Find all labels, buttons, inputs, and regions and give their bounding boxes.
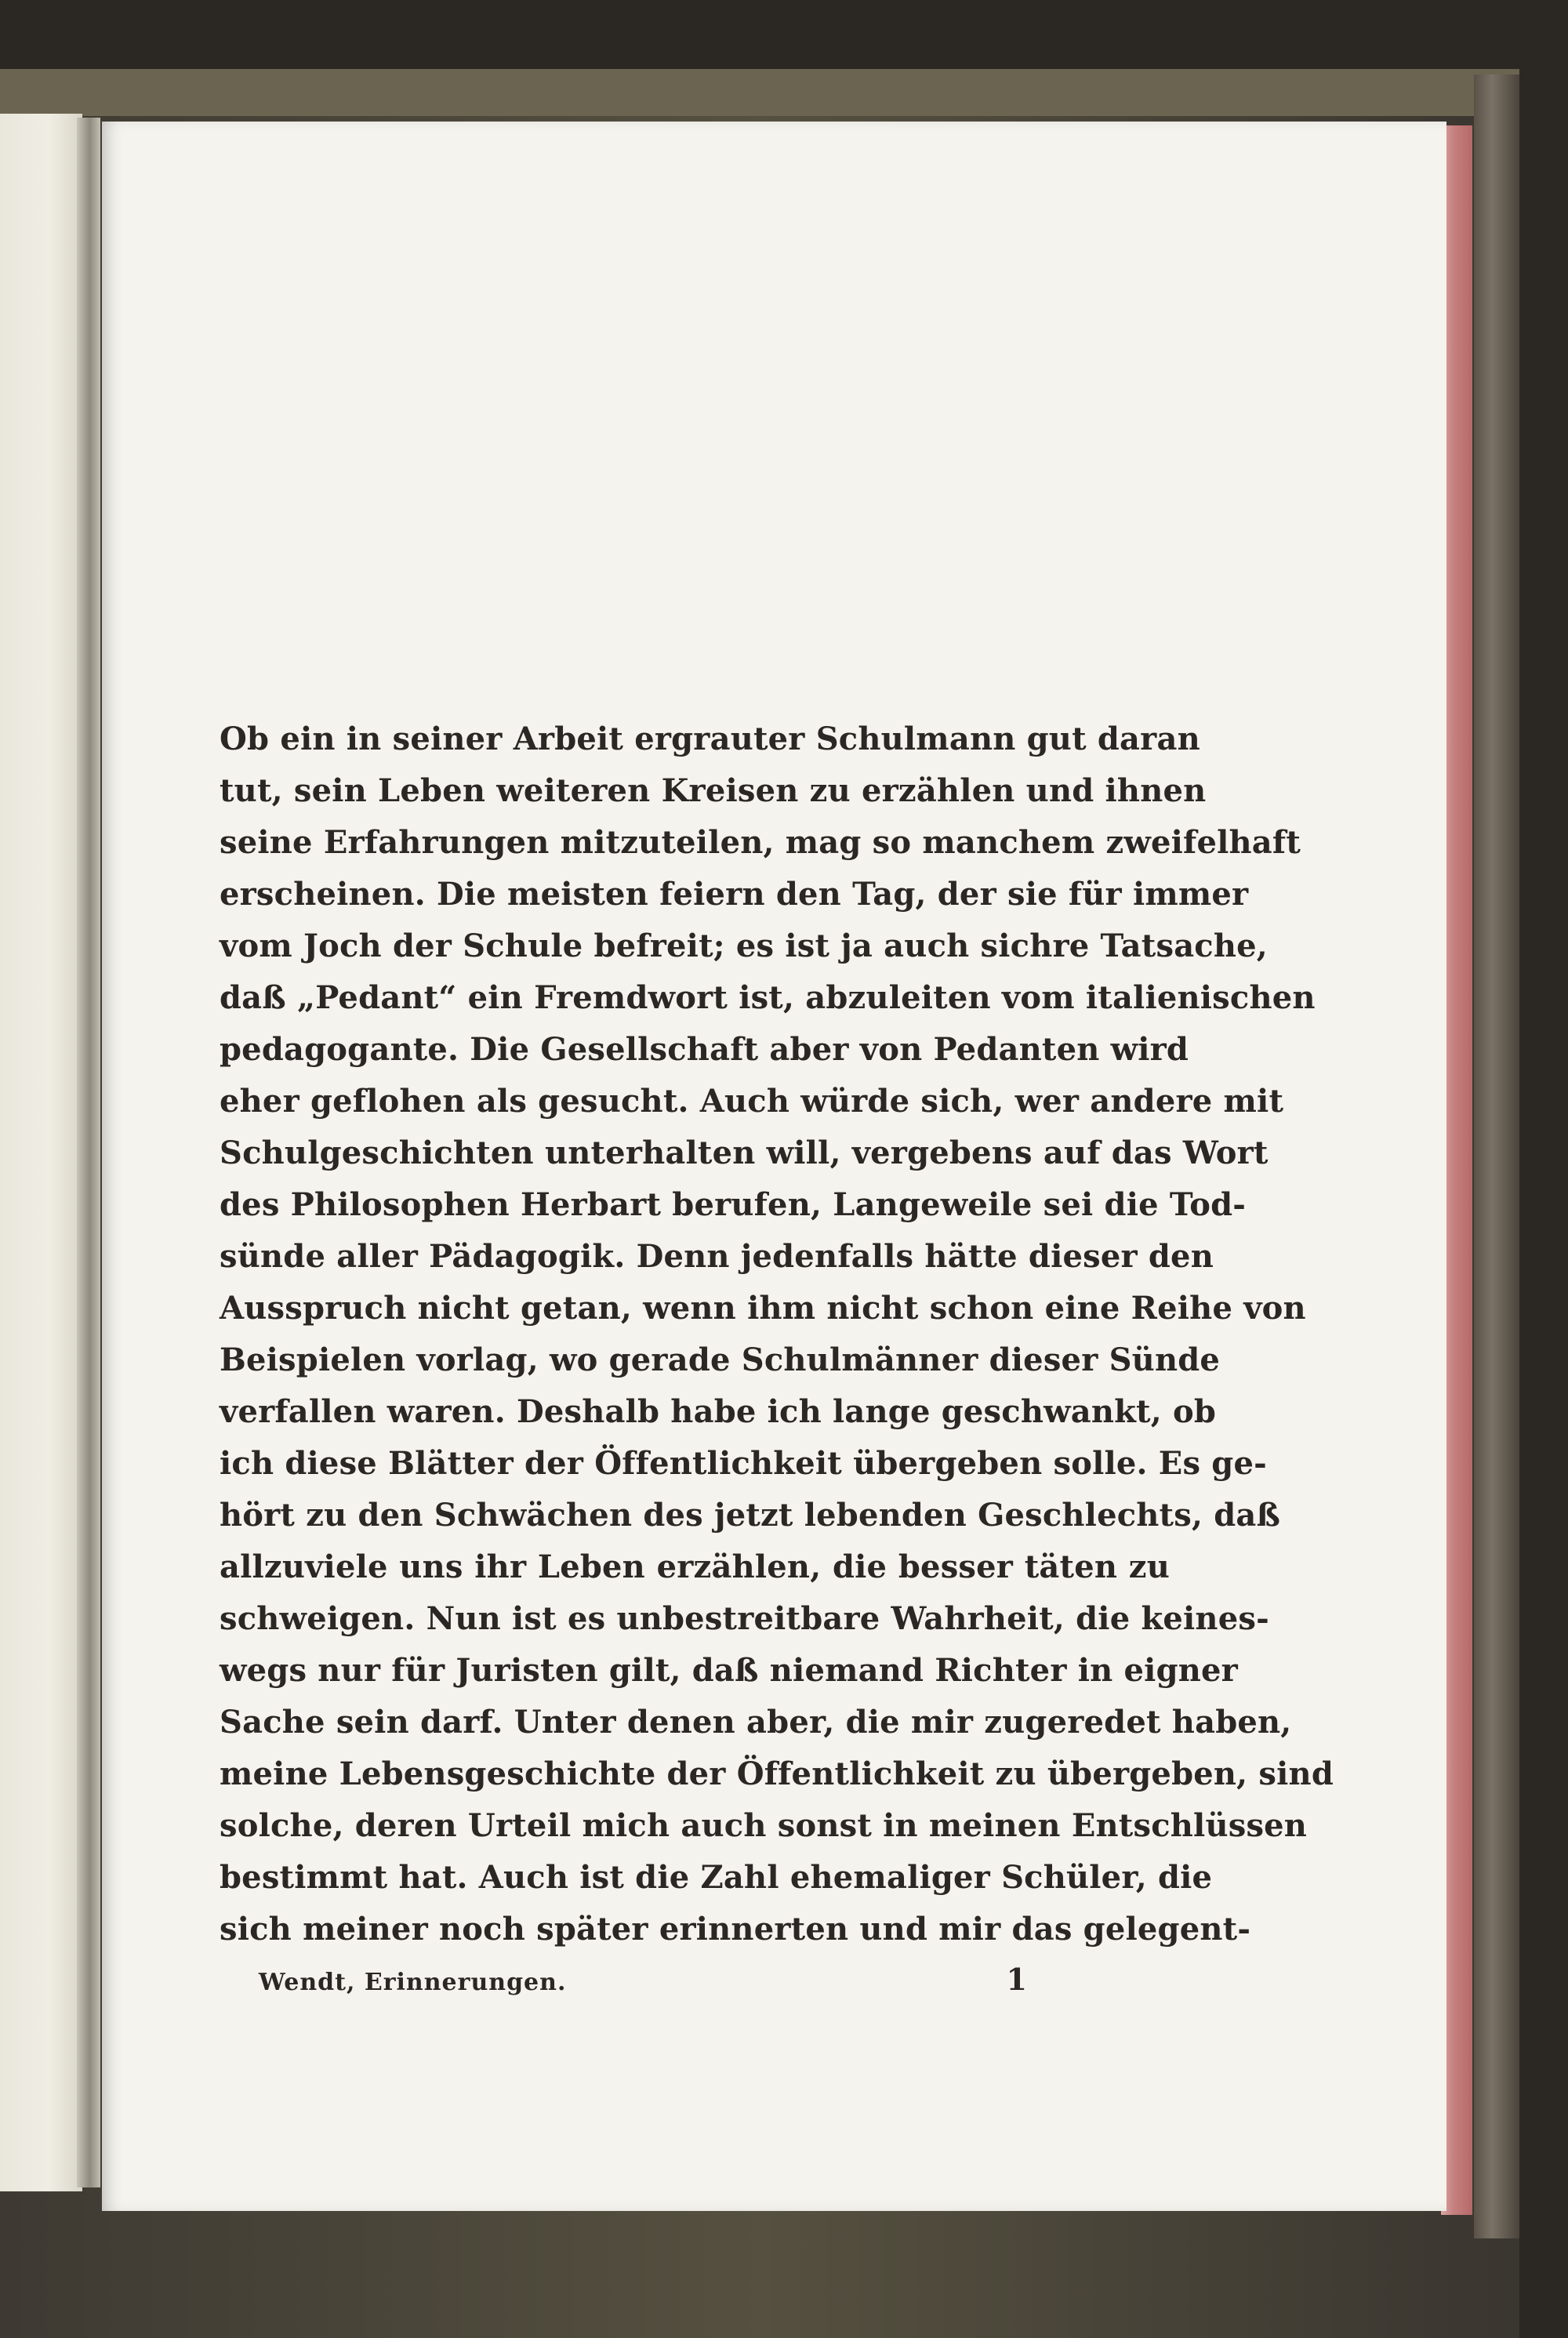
text-line-1: Ob ein in seiner Arbeit ergrauter Schulmann gut daran — [220, 721, 1200, 757]
text-line-21: meine Lebensgeschichte der Öffentlichkeit zu übergeben, sind — [220, 1755, 1334, 1792]
text-line-12: Ausspruch nicht getan, wenn ihm nicht schon eine Reihe von — [220, 1290, 1306, 1327]
text-line-15: ich diese Blätter der Öffentlichkeit übergeben solle. Es ge- — [220, 1445, 1267, 1482]
body-text — [220, 713, 1334, 1955]
text-line-9: Schulgeschichten unterhalten will, vergebens auf das Wort — [220, 1135, 1269, 1171]
text-line-14: verfallen waren. Deshalb habe ich lange geschwankt, ob — [220, 1393, 1217, 1430]
text-line-24: sich meiner noch später erinnerten und mir das gelegent- — [220, 1911, 1251, 1948]
footer-signature: Wendt, Erinnerungen. — [259, 1969, 567, 1996]
text-line-6: daß „Pedant“ ein Fremdwort ist, abzuleiten vom italienischen — [220, 979, 1316, 1016]
text-line-19: wegs nur für Juristen gilt, daß niemand Richter in eigner — [220, 1652, 1238, 1689]
text-line-23: bestimmt hat. Auch ist die Zahl ehemaliger Schüler, die — [220, 1859, 1213, 1896]
cover-spine-edge — [1474, 74, 1519, 2238]
text-line-18: schweigen. Nun ist es unbestreitbare Wahrheit, die keines- — [220, 1600, 1269, 1637]
cover-top-edge — [0, 69, 1519, 116]
text-line-4: erscheinen. Die meisten feiern den Tag, der sie für immer — [220, 876, 1249, 913]
text-line-11: sünde aller Pädagogik. Denn jedenfalls hätte dieser den — [220, 1238, 1214, 1275]
text-line-17: allzuviele uns ihr Leben erzählen, die besser täten zu — [220, 1548, 1170, 1585]
text-line-20: Sache sein darf. Unter denen aber, die mir zugeredet haben, — [220, 1704, 1292, 1741]
text-line-7: pedagogante. Die Gesellschaft aber von Pedanten wird — [220, 1031, 1189, 1068]
text-line-5: vom Joch der Schule befreit; es ist ja auch sichre Tatsache, — [220, 928, 1268, 964]
text-line-8: eher geflohen als gesucht. Auch würde sich, wer andere mit — [220, 1083, 1284, 1120]
text-line-3: seine Erfahrungen mitzuteilen, mag so manchem zweifelhaft — [220, 824, 1301, 861]
text-line-22: solche, deren Urteil mich auch sonst in meinen Entschlüssen — [220, 1807, 1308, 1844]
text-line-2: tut, sein Leben weiteren Kreisen zu erzählen und ihnen — [220, 772, 1207, 809]
text-line-16: hört zu den Schwächen des jetzt lebenden Geschlechts, daß — [220, 1497, 1281, 1534]
page-number: 1 — [1006, 1962, 1027, 1997]
left-page-edge — [0, 114, 82, 2191]
page-gutter — [77, 118, 100, 2187]
page-footer — [259, 1962, 1027, 1997]
text-line-13: Beispielen vorlag, wo gerade Schulmänner dieser Sünde — [220, 1341, 1221, 1378]
text-line-10: des Philosophen Herbart berufen, Langeweile sei die Tod- — [220, 1186, 1247, 1223]
